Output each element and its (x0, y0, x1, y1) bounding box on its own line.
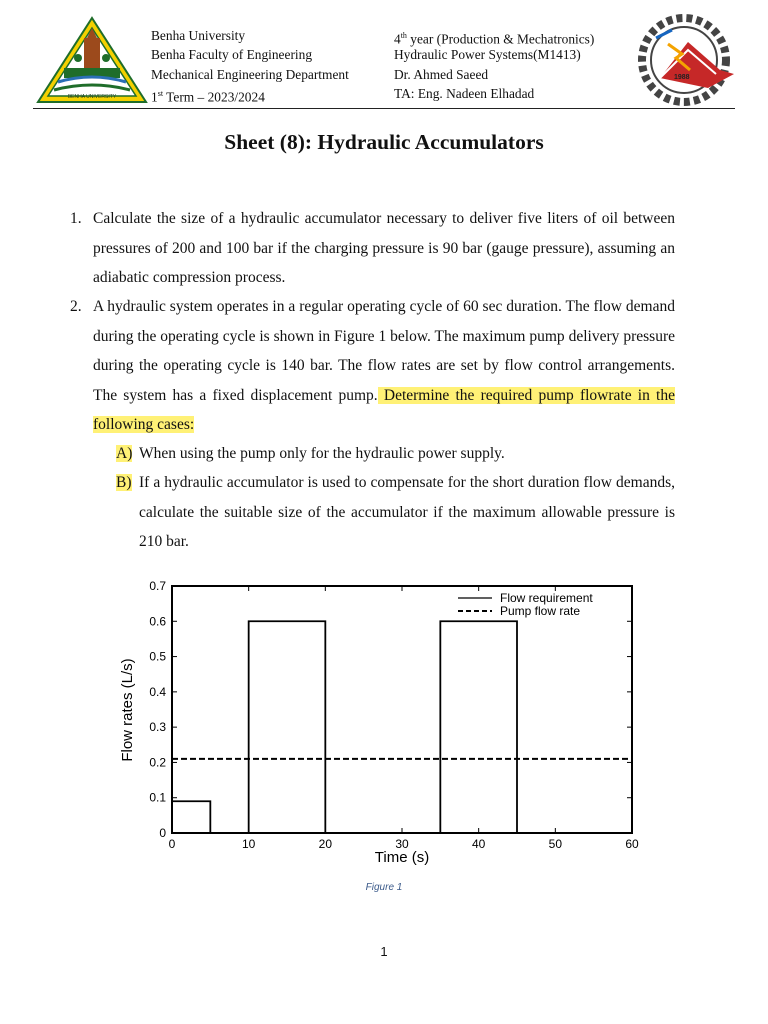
instructor-name: Dr. Ahmed Saeed (394, 66, 489, 82)
ta-name: TA: Eng. Nadeen Elhadad (394, 85, 535, 101)
benha-university-logo (36, 16, 148, 104)
y-axis-label: Flow rates (L/s) (119, 658, 136, 762)
y-tick-label: 0.3 (149, 720, 166, 735)
y-tick-label: 0.2 (149, 755, 166, 770)
plot-frame (172, 586, 632, 833)
question-2-number: 2. (70, 298, 82, 315)
x-tick-label: 50 (548, 837, 563, 851)
case-a-label: A) (116, 445, 133, 462)
logo-year: 1988 (674, 74, 690, 81)
logo-text: BENHA UNIVERSITY (67, 94, 117, 100)
course-name: Hydraulic Power Systems(M1413) (394, 47, 581, 63)
y-tick-label: 0.5 (149, 649, 166, 664)
page-number: 1 (380, 944, 388, 959)
question-1-number: 1. (70, 210, 82, 227)
case-b-label: B) (116, 474, 132, 491)
case-b-text: If a hydraulic accumulator is used to compensate for the short duration flow demands, calculate the suitable size of the accumulator if the maximum allowable pressure is 210 bar. (139, 474, 675, 550)
year-line: 4th year (Production & Mechatronics) (394, 31, 595, 47)
faculty-name: Benha Faculty of Engineering (151, 47, 313, 63)
x-tick-label: 10 (241, 837, 256, 851)
series-line-1 (172, 621, 632, 833)
header-right (394, 26, 594, 103)
y-tick-label: 0 (159, 826, 166, 840)
y-tick-label: 0.4 (149, 684, 166, 699)
x-tick-label: 40 (471, 837, 486, 851)
term-line: 1st Term – 2023/2024 (151, 88, 265, 105)
y-tick-label: 0.7 (149, 579, 166, 593)
page-title: Sheet (8): Hydraulic Accumulators (224, 130, 544, 154)
question-1-text: Calculate the size of a hydraulic accumulator necessary to deliver five liters of oil between pressures of 200 and 100 bar if the charging pressure is 90 bar (gauge pressure), assuming an adiabatic compression process. (93, 210, 675, 286)
header-divider (33, 108, 735, 109)
x-tick-label: 60 (625, 837, 639, 851)
x-axis-label: Time (s) (374, 849, 430, 866)
figure-caption: Figure 1 (365, 882, 403, 893)
header-left (151, 26, 349, 103)
x-tick-label: 20 (318, 837, 333, 851)
faculty-logo (638, 14, 736, 106)
highlighted-instruction: Determine the required pump flowrate in the following cases: (93, 386, 675, 433)
legend-label: Pump flow rate (500, 604, 581, 618)
y-tick-label: 0.1 (149, 790, 166, 805)
x-tick-label: 30 (395, 837, 409, 851)
y-tick-label: 0.6 (149, 614, 166, 629)
question-2-text: A hydraulic system operates in a regular operating cycle of 60 sec duration. The flow demand during the operating cycle is shown in Figure 1 below. The maximum pump delivery pressure during the operating cycle is 140 bar. The flow rates are set by flow control arrangements. The system has a fixed displacement pump. Determine the required pump flowrate in the following cases: (93, 298, 675, 433)
legend-label: Flow requirement (500, 591, 593, 605)
department-name: Mechanical Engineering Department (151, 66, 349, 82)
case-a-text: When using the pump only for the hydraulic power supply. (139, 445, 505, 462)
x-tick-label: 0 (168, 837, 176, 851)
flow-rate-chart (110, 574, 650, 874)
university-name: Benha University (151, 28, 246, 43)
